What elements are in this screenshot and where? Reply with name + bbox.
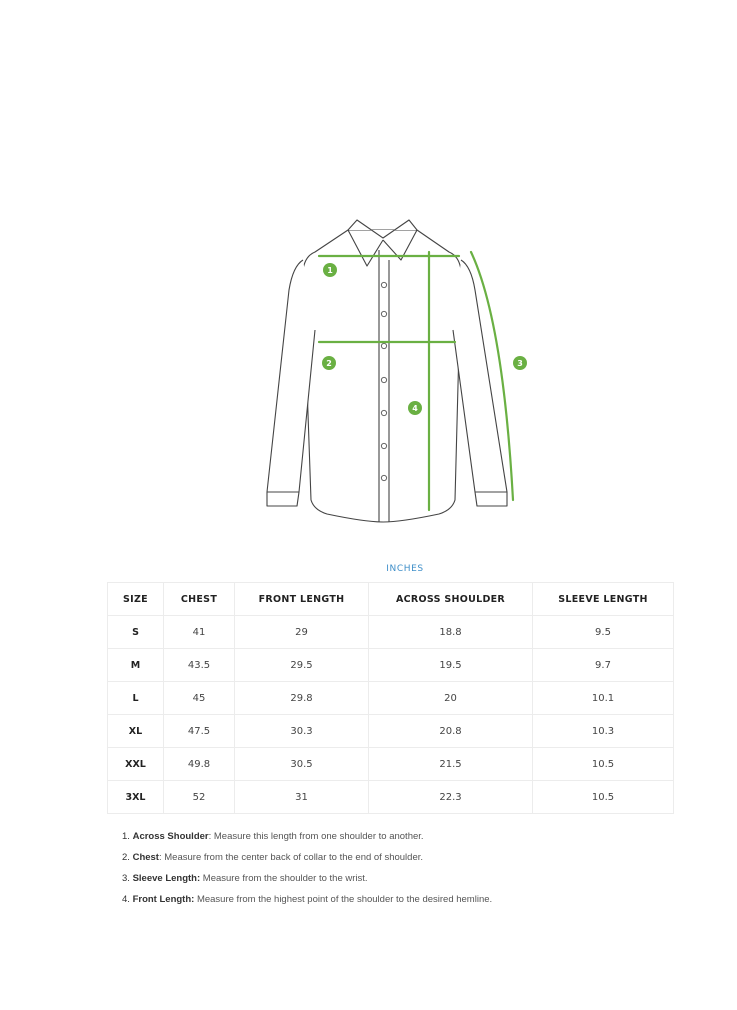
header-chest: CHEST bbox=[164, 583, 235, 616]
table-row bbox=[108, 649, 674, 682]
marker-3-label: 3 bbox=[517, 359, 523, 368]
note-number: 4. bbox=[122, 894, 130, 905]
note-term: Front Length: bbox=[132, 894, 195, 905]
note-number: 1. bbox=[122, 831, 130, 842]
chest-cell: 45 bbox=[164, 682, 235, 715]
size-cell: 3XL bbox=[108, 781, 164, 814]
front-length-cell: 30.5 bbox=[235, 748, 369, 781]
note-text: : Measure this length from one shoulder to another. bbox=[208, 831, 424, 842]
measurement-notes bbox=[122, 826, 682, 910]
shirt-outline bbox=[267, 220, 507, 522]
table-row bbox=[108, 715, 674, 748]
marker-2-label: 2 bbox=[326, 359, 332, 368]
note-item bbox=[122, 847, 682, 868]
note-number: 3. bbox=[122, 873, 130, 884]
unit-label: INCHES bbox=[386, 564, 424, 574]
across-shoulder-cell: 21.5 bbox=[369, 748, 533, 781]
chest-cell: 49.8 bbox=[164, 748, 235, 781]
size-cell: S bbox=[108, 616, 164, 649]
across-shoulder-cell: 20 bbox=[369, 682, 533, 715]
sleeve-length-cell: 10.1 bbox=[533, 682, 674, 715]
left-sleeve bbox=[267, 260, 315, 506]
front-length-cell: 31 bbox=[235, 781, 369, 814]
table-row bbox=[108, 781, 674, 814]
right-sleeve bbox=[453, 260, 507, 506]
front-length-cell: 29.8 bbox=[235, 682, 369, 715]
note-text: Measure from the shoulder to the wrist. bbox=[200, 873, 368, 884]
sleeve-length-cell: 10.5 bbox=[533, 781, 674, 814]
button bbox=[381, 377, 386, 382]
table-header-row bbox=[108, 583, 674, 616]
button bbox=[381, 282, 386, 287]
front-length-cell: 29 bbox=[235, 616, 369, 649]
sleeve-length-cell: 10.3 bbox=[533, 715, 674, 748]
header-size: SIZE bbox=[108, 583, 164, 616]
button bbox=[381, 410, 386, 415]
size-cell: M bbox=[108, 649, 164, 682]
sleeve-length-cell: 10.5 bbox=[533, 748, 674, 781]
size-cell: XXL bbox=[108, 748, 164, 781]
across-shoulder-cell: 22.3 bbox=[369, 781, 533, 814]
front-length-cell: 29.5 bbox=[235, 649, 369, 682]
chest-cell: 47.5 bbox=[164, 715, 235, 748]
marker-1-label: 1 bbox=[327, 266, 333, 275]
note-term: Sleeve Length: bbox=[132, 873, 201, 884]
sleeve-length-cell: 9.7 bbox=[533, 649, 674, 682]
header-across-shoulder: ACROSS SHOULDER bbox=[369, 583, 533, 616]
across-shoulder-cell: 20.8 bbox=[369, 715, 533, 748]
marker-4-label: 4 bbox=[412, 404, 418, 413]
note-text: Measure from the highest point of the shoulder to the desired hemline. bbox=[194, 894, 493, 905]
chest-cell: 52 bbox=[164, 781, 235, 814]
table-row bbox=[108, 748, 674, 781]
size-cell: L bbox=[108, 682, 164, 715]
table-row bbox=[108, 682, 674, 715]
note-item bbox=[122, 868, 682, 889]
button bbox=[381, 475, 386, 480]
chest-cell: 41 bbox=[164, 616, 235, 649]
note-text: : Measure from the center back of collar to the end of shoulder. bbox=[158, 852, 424, 863]
note-item bbox=[122, 826, 682, 847]
shirt-measurement-diagram bbox=[255, 210, 535, 530]
table-row bbox=[108, 616, 674, 649]
sleeve-length-cell: 9.5 bbox=[533, 616, 674, 649]
button bbox=[381, 343, 386, 348]
front-length-cell: 30.3 bbox=[235, 715, 369, 748]
across-shoulder-cell: 18.8 bbox=[369, 616, 533, 649]
button bbox=[381, 443, 386, 448]
note-term: Across Shoulder bbox=[132, 831, 209, 842]
chest-cell: 43.5 bbox=[164, 649, 235, 682]
note-item bbox=[122, 889, 682, 910]
note-term: Chest bbox=[132, 852, 159, 863]
size-chart-table bbox=[107, 582, 674, 814]
header-sleeve-length: SLEEVE LENGTH bbox=[533, 583, 674, 616]
size-cell: XL bbox=[108, 715, 164, 748]
note-number: 2. bbox=[122, 852, 130, 863]
button bbox=[381, 311, 386, 316]
header-front-length: FRONT LENGTH bbox=[235, 583, 369, 616]
across-shoulder-cell: 19.5 bbox=[369, 649, 533, 682]
